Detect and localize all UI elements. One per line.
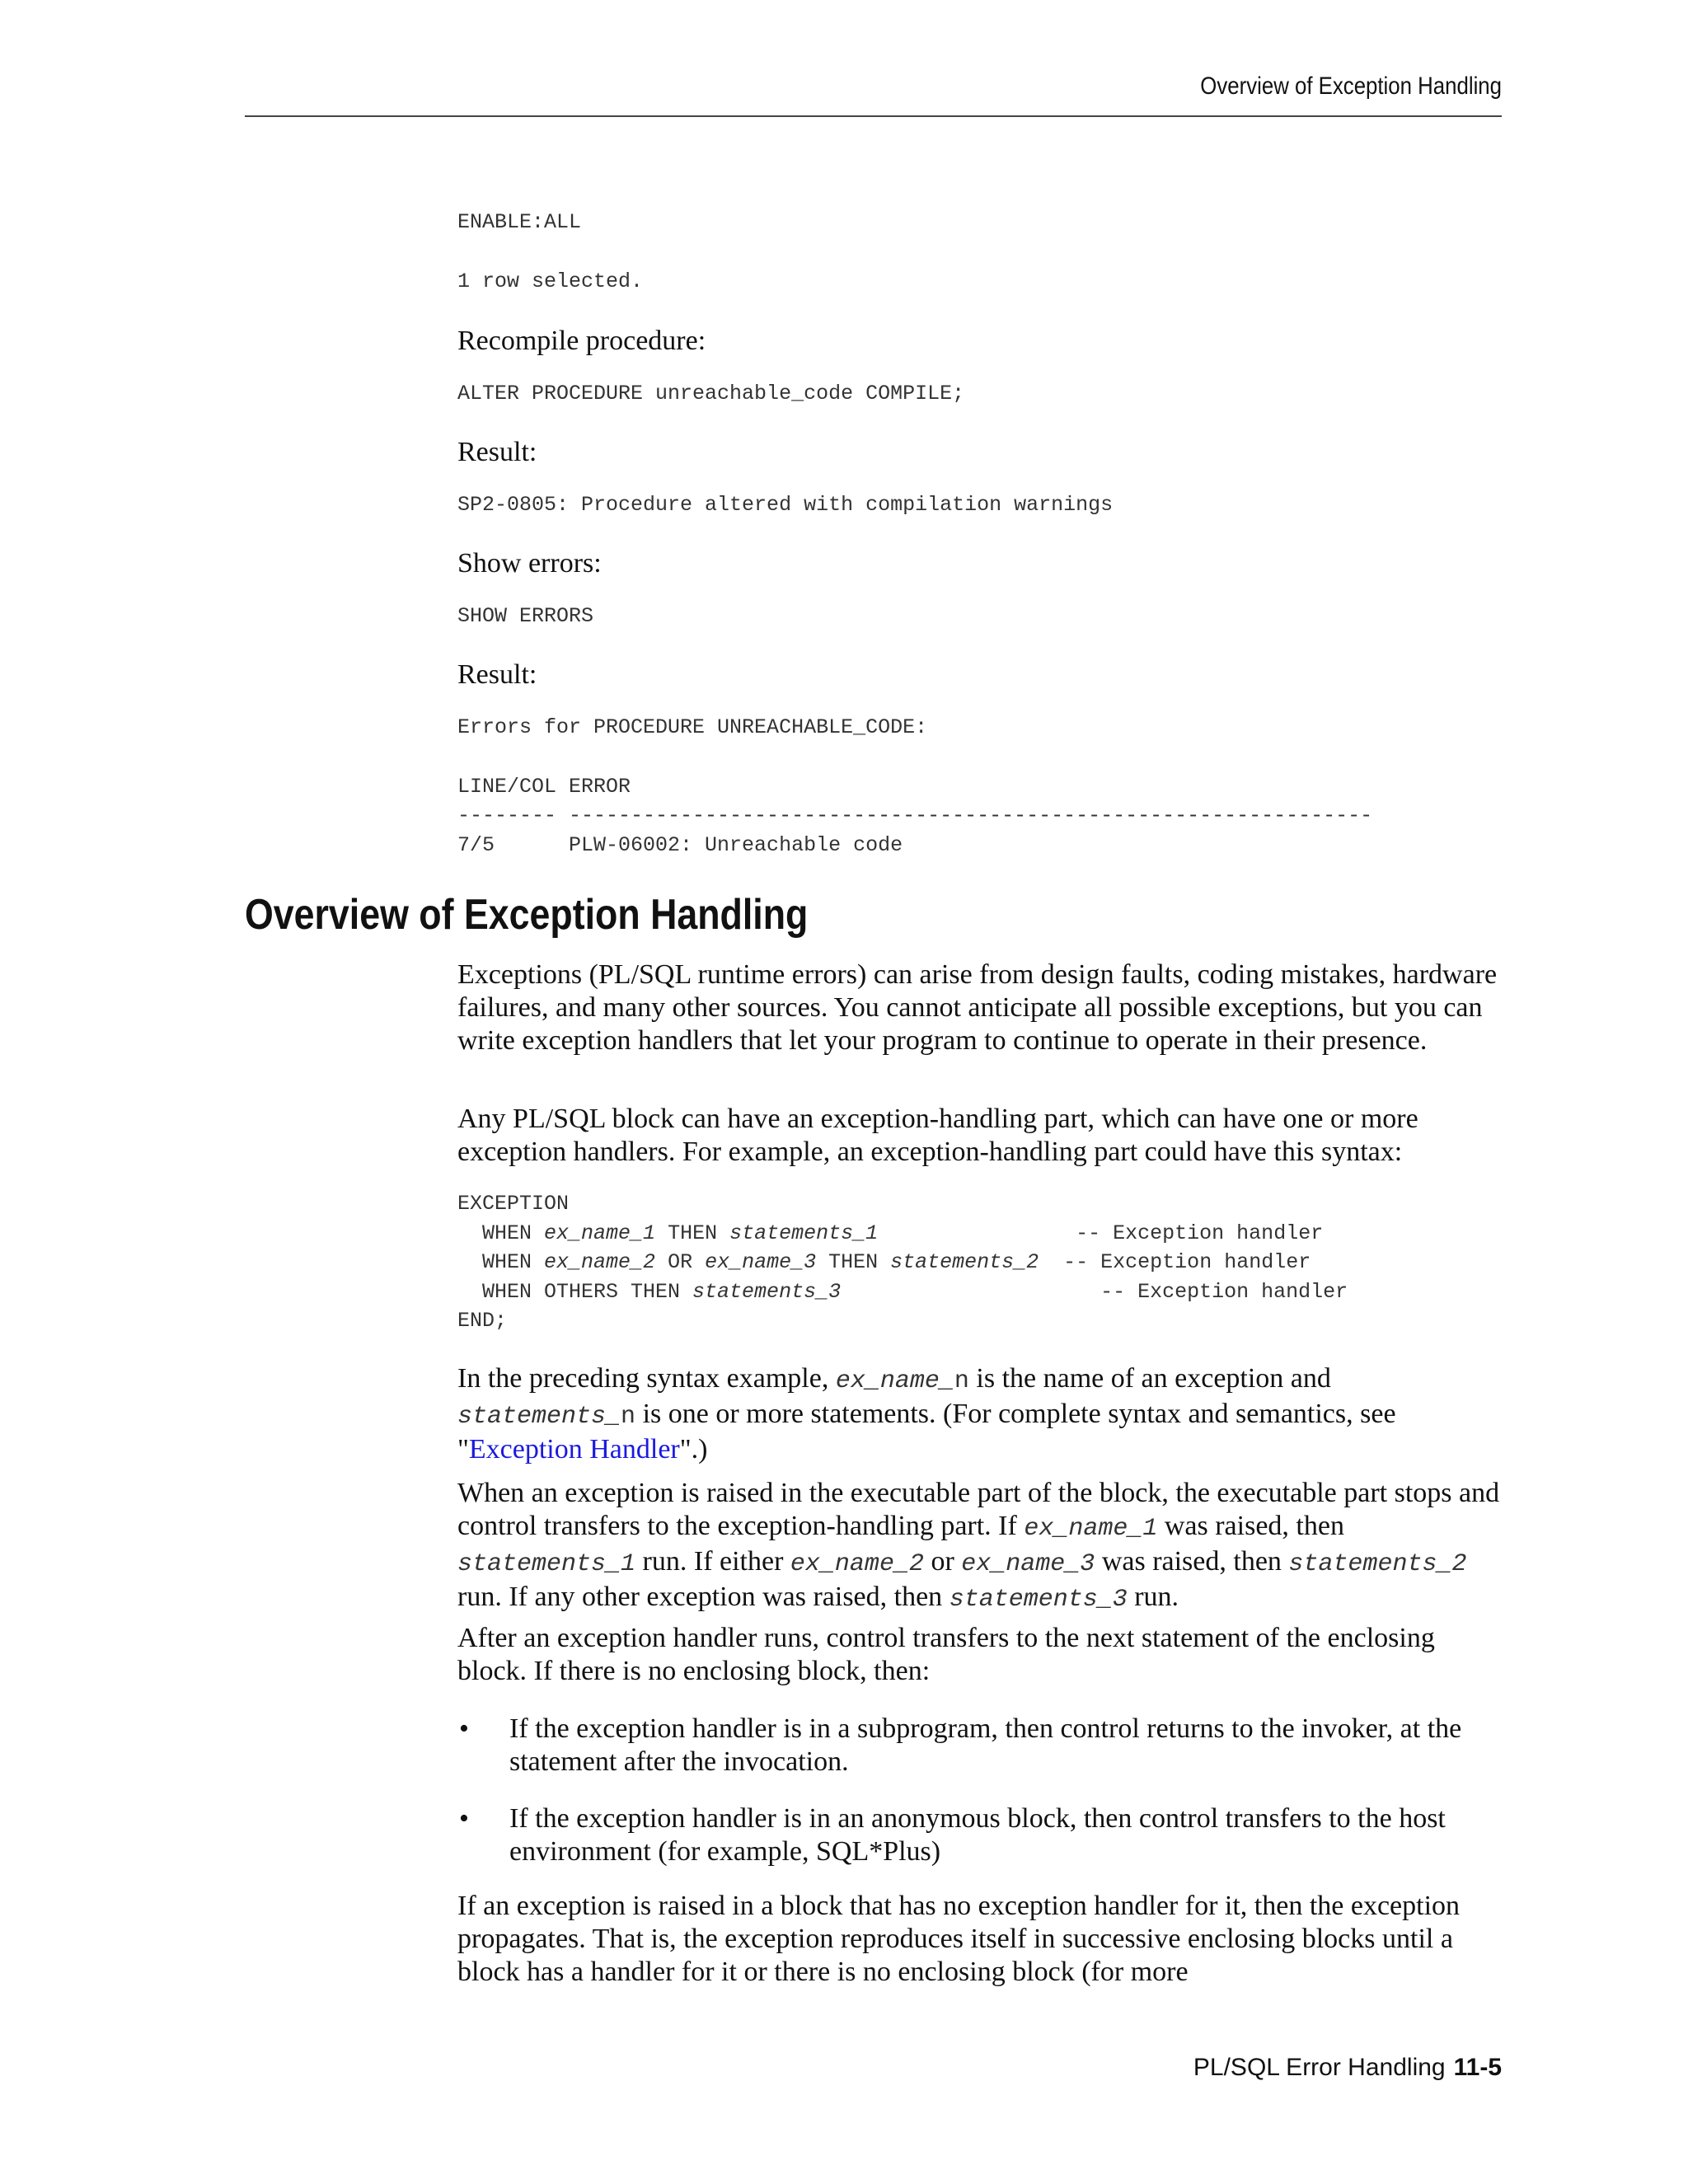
code-column-header: LINE/COL ERROR (457, 775, 631, 799)
paragraph-after-handler: After an exception handler runs, control transfers to the next statement of the enclosing block. If there is no enclosing block, then: (457, 1623, 1435, 1686)
paragraph-exception-part: Any PL/SQL block can have an exception-handling part, which can have one or more exception handlers. For example, an exception-handling part could have this syntax: (457, 1104, 1418, 1167)
result-label-2: Result: (457, 659, 537, 690)
result-label-1: Result: (457, 437, 537, 467)
syntax-line-end: END; (457, 1309, 508, 1333)
code-show-errors: SHOW ERRORS (457, 604, 594, 628)
code-warning: SP2-0805: Procedure altered with compilation warnings (457, 493, 1114, 517)
code-alter-procedure: ALTER PROCEDURE unreachable_code COMPILE; (457, 382, 965, 405)
bullet-text: If the exception handler is in a subprogram, then control returns to the invoker, at the statement after the invocation. (509, 1713, 1462, 1777)
section-title: Overview of Exception Handling (245, 891, 809, 939)
bullet-mark: • (459, 1713, 469, 1744)
code-rows-selected: 1 row selected. (457, 269, 644, 293)
show-errors-label: Show errors: (457, 548, 602, 579)
bullet-mark: • (459, 1803, 469, 1834)
recompile-label: Recompile procedure: (457, 326, 706, 356)
code-error-row: 7/5 PLW-06002: Unreachable code (457, 833, 903, 857)
running-header: Overview of Exception Handling (1200, 73, 1502, 100)
syntax-line-1: EXCEPTION (457, 1192, 570, 1216)
bullet-text: If the exception handler is in an anonymous block, then control transfers to the host environment (for example, SQL*Plus) (509, 1803, 1446, 1867)
code-enable: ENABLE:ALL (457, 210, 582, 234)
paragraph-propagation: If an exception is raised in a block that has no exception handler for it, then the exception propagates. That is, the exception reproduces itself in successive enclosing blocks until a block has a handler for it or there is no enclosing block (for more (457, 1891, 1461, 1987)
footer-chapter: PL/SQL Error Handling (1193, 2054, 1446, 2081)
paragraph-exceptions-intro: Exceptions (PL/SQL runtime errors) can arise from design faults, coding mistakes, hardware failures, and many other sources. You cannot anticipate all possible exceptions, but you can write exception handlers that let your program to continue to operate in their presence. (457, 959, 1498, 1056)
page-footer (989, 2054, 1502, 2082)
paragraph-control-transfer: When an exception is raised in the executable part of the block, the executable part stops and control transfers to the exception-handling part. If ex_name_1 was raised, then statements_1 run. If either ex_name_2 or ex_name_3 was raised, then statements_2 run. If any other exception was raised, then statements_3 run. (457, 1478, 1500, 1614)
header-rule (245, 115, 1502, 117)
code-dash-line: -------- ----------------------------------------------------------------- (457, 804, 1373, 827)
page-number: 11-5 (1453, 2054, 1502, 2081)
syntax-block: EXCEPTION WHEN ex_name_1 THEN statements_1 -- Exception handler WHEN ex_name_2 OR ex_name_3 THEN statements_2 -- Exception handler WHEN OTHERS THEN statements_3 -- Exception handler END; (457, 1192, 1348, 1333)
exception-handler-link[interactable]: Exception Handler (468, 1434, 680, 1465)
code-errors-for: Errors for PROCEDURE UNREACHABLE_CODE: (457, 715, 928, 739)
paragraph-syntax-explanation: In the preceding syntax example, ex_name_n is the name of an exception and statements_n is one or more statements. (For complete syntax and semantics, see "Exception Handler".) (457, 1363, 1396, 1465)
